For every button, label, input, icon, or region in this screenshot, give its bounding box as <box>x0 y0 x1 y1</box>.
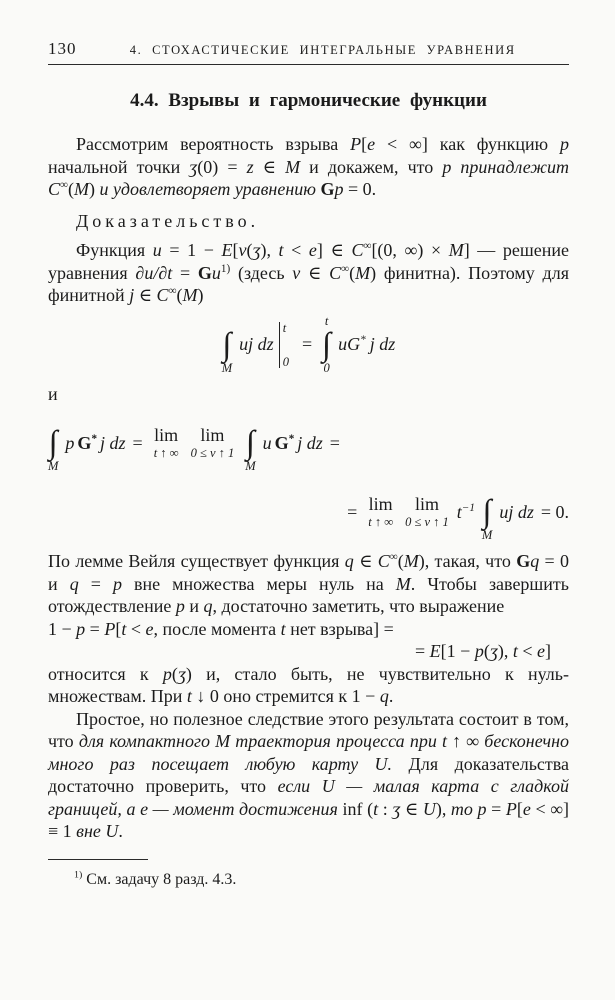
text-run: p принадлежит C <box>48 156 570 199</box>
text-run: v <box>292 262 301 283</box>
text-run: вне множества меры нуль на <box>121 573 396 594</box>
math-token: $t^{-1}$ <box>456 501 475 522</box>
text-run: = 1 − <box>161 240 222 260</box>
limit-word: lim <box>368 494 393 514</box>
text-run: C <box>329 262 342 283</box>
text-run: ∈ <box>300 262 330 283</box>
math-token: = 0. <box>540 501 569 522</box>
text-run: t <box>373 798 379 819</box>
text-run: вне U <box>76 821 119 841</box>
proof-heading <box>48 210 569 233</box>
integral-sign: ∫ <box>222 326 232 363</box>
text-run: C <box>351 240 364 260</box>
page-body <box>48 133 569 843</box>
text-run: ( <box>67 179 74 199</box>
text-run: G <box>516 551 531 571</box>
math-token: uj dz <box>499 501 534 522</box>
paragraph <box>48 640 569 663</box>
text-run: e <box>308 240 317 260</box>
paragraph <box>48 618 569 641</box>
section-title: 4.4. Взрывы и гармонические функции <box>130 90 487 112</box>
text-run: ] <box>545 641 551 661</box>
text-run: e <box>522 798 531 819</box>
text-run: q <box>530 551 540 571</box>
math-token: = <box>301 334 313 355</box>
superscript: ∞ <box>341 262 350 275</box>
text-run: ( <box>397 551 404 571</box>
text-run: z <box>246 156 254 177</box>
text-run: ), такая, что <box>418 551 517 571</box>
integral <box>222 314 232 376</box>
text-run: ʒ <box>189 156 198 177</box>
math-token: G* <box>274 432 295 453</box>
text-run: q <box>203 596 213 616</box>
text-run: : <box>378 798 393 819</box>
text-run: ∈ <box>134 285 157 305</box>
integral-lower-limit: M <box>245 459 256 473</box>
text-run: < <box>517 641 537 661</box>
text-run: Доказательство. <box>76 210 260 231</box>
limit-word: lim <box>154 425 179 445</box>
text-run: ʒ <box>489 641 498 661</box>
text-run: ] — решение уравнения <box>48 240 569 283</box>
bar-lower-limit: 0 <box>282 354 289 369</box>
text-run: = <box>486 798 506 819</box>
limit-operator <box>154 426 179 460</box>
text-run: G <box>197 262 212 283</box>
text-run: p <box>560 134 569 154</box>
paragraph <box>48 663 569 708</box>
text-run: e <box>145 618 154 639</box>
limit-operator <box>368 495 393 529</box>
text-run: 1 − <box>48 618 77 639</box>
text-run: p <box>76 618 86 639</box>
limit-subscript: t ↑ ∞ <box>368 515 394 529</box>
text-run: ) финитна). Поэтому для финитной <box>48 262 569 305</box>
integral-upper-limit: t <box>324 313 329 328</box>
limit-operator <box>191 426 235 460</box>
text-run: если U — малая карта с гладкой границей, а e — момент достижения <box>48 776 569 819</box>
integral-lower-limit: M <box>48 459 59 473</box>
superscript: * <box>360 334 366 347</box>
text-run: q <box>69 573 79 594</box>
text-run: j <box>129 285 135 305</box>
text-run: ʒ <box>252 240 261 260</box>
math-token: = <box>347 501 358 522</box>
limit-subscript: 0 ≤ v ↑ 1 <box>405 515 449 529</box>
paragraph <box>48 708 569 843</box>
text-run: M <box>448 240 464 260</box>
math-token: uj dz <box>239 334 274 355</box>
text-run: P <box>505 798 517 819</box>
text-run: inf ( <box>342 798 374 819</box>
running-head: 4. СТОХАСТИЧЕСКИЕ ИНТЕГРАЛЬНЫЕ УРАВНЕНИЯ <box>129 43 516 57</box>
text-run: < ∞] ≡ 1 <box>48 798 570 841</box>
text-run: q <box>379 686 389 706</box>
text-run: ), <box>260 240 279 260</box>
math-token: j dz <box>297 432 323 453</box>
math-token: p <box>65 432 75 453</box>
integral-sign: ∫ <box>322 326 332 363</box>
text-run: Простое, но полезное следствие этого результата состоит в том, что <box>48 708 569 751</box>
superscript: * <box>91 432 98 445</box>
text-run: . <box>388 686 394 706</box>
text-run: v <box>238 240 247 260</box>
math-token: = <box>329 432 340 453</box>
text-run: ∈ <box>353 551 378 571</box>
superscript: ∞ <box>363 240 372 252</box>
text-run: = <box>415 641 430 661</box>
text-run: (0) = <box>197 156 247 177</box>
text-run: = <box>85 618 105 639</box>
footnote-marker: 1) <box>74 869 83 881</box>
text-run: = 0 и <box>48 551 569 594</box>
text-run: и докажем, что <box>300 156 443 177</box>
integral-sign: ∫ <box>48 425 58 461</box>
text-run: q <box>344 551 354 571</box>
text-run: ), <box>435 798 451 819</box>
text-run: = <box>78 573 113 594</box>
text-run: ↓ 0 оно стремится к 1 − <box>191 686 380 706</box>
footnote-rule <box>48 859 148 860</box>
text-run: t <box>121 618 127 639</box>
text-run: (здесь <box>230 262 293 283</box>
text-run: ∈ <box>253 156 286 177</box>
text-run: ( <box>483 641 490 661</box>
text-run: P <box>350 134 362 154</box>
text-run: < <box>283 240 309 260</box>
evaluation-bar <box>279 322 289 368</box>
bar-upper-limit: t <box>282 320 287 335</box>
text-run: P <box>104 618 116 639</box>
integral-sign: ∫ <box>482 494 492 530</box>
text-run: для компактного M траектория процесса при t ↑ ∞ бесконечно много раз посещает любую карту U. <box>48 731 570 774</box>
text-run: e <box>367 134 376 154</box>
text-run: M <box>285 156 301 177</box>
text-run: Для доказательства достаточно проверить, что <box>48 753 570 796</box>
text-run: ( <box>176 285 183 305</box>
text-run: , после момента <box>153 618 281 639</box>
superscript: −1 <box>461 501 475 514</box>
text-run: M <box>182 285 198 305</box>
text-run: [ <box>232 240 239 260</box>
display-formula <box>48 314 569 376</box>
page-number: 130 <box>48 39 77 58</box>
footnote <box>48 870 569 890</box>
superscript: ∞ <box>168 285 177 297</box>
text-run: [(0, ∞) × <box>371 240 449 260</box>
text-run: u <box>211 262 221 283</box>
text-run: E <box>429 641 441 661</box>
math-token: = <box>132 432 143 453</box>
text-run: , достаточно заметить, что выражение <box>212 596 505 616</box>
text-run: t <box>278 240 284 260</box>
text-run: ] ∈ <box>316 240 352 260</box>
math-token: j dz <box>100 432 126 453</box>
text-run: < ∞] как функцию <box>375 134 560 154</box>
paragraph <box>48 550 569 618</box>
paragraph <box>48 383 569 406</box>
text-run: и <box>184 596 204 616</box>
text-run: p <box>112 573 122 594</box>
text-run: G <box>320 179 335 199</box>
text-run: < <box>126 618 146 639</box>
text-run: M <box>403 551 419 571</box>
limit-subscript: 0 ≤ v ↑ 1 <box>190 446 235 460</box>
text-run: p <box>474 641 484 661</box>
text-run: относится к <box>48 663 163 684</box>
text-run: и <box>48 383 58 404</box>
text-run: Функция <box>76 240 153 260</box>
text-run: t <box>512 641 518 661</box>
integral-lower-limit: 0 <box>323 360 330 375</box>
math-token: uG* <box>338 334 366 355</box>
limit-operator <box>405 495 449 529</box>
integral-lower-limit: M <box>221 360 233 375</box>
superscript: 1) <box>220 262 231 275</box>
text-run: и удовлетворяет уравнению <box>99 179 321 199</box>
text-run: ) <box>88 179 100 199</box>
text-run: t <box>280 618 286 639</box>
limit-word: lim <box>414 494 439 514</box>
superscript: ∞ <box>389 551 398 563</box>
text-run: то p <box>450 798 487 819</box>
superscript: ∞ <box>60 179 68 191</box>
text-run: E <box>221 240 233 260</box>
display-formula <box>48 481 569 543</box>
text-run: u <box>152 240 162 260</box>
integral <box>48 412 58 474</box>
page-header <box>48 38 569 65</box>
text-run: ∂u/∂t <box>135 262 173 283</box>
text-run: M <box>395 573 411 594</box>
text-run: нет взрыва] = <box>285 618 394 639</box>
text-run: U <box>422 798 436 819</box>
integral-lower-limit: M <box>481 528 493 542</box>
text-run: . <box>118 821 123 841</box>
math-token: u <box>262 432 272 453</box>
text-run: ∈ <box>400 798 423 819</box>
integral-sign: ∫ <box>245 425 255 461</box>
paragraph <box>48 133 569 201</box>
text-run: C <box>377 551 390 571</box>
text-run: [1 − <box>440 641 475 661</box>
text-run: M <box>73 179 89 199</box>
text-run: [ <box>516 798 523 819</box>
text-run: . Чтобы завершить отождествление <box>48 573 569 616</box>
text-run: ( <box>349 262 356 283</box>
text-run: Рассмотрим вероятность взрыва <box>76 134 351 154</box>
text-run: ) <box>197 285 204 305</box>
text-run: ( <box>171 663 178 684</box>
display-formula <box>48 412 569 474</box>
text-run: ʒ <box>392 798 401 819</box>
footnote-text: См. задачу 8 разд. 4.3. <box>82 870 237 888</box>
text-run: [ <box>361 134 368 154</box>
text-run: ), <box>497 641 513 661</box>
text-run: ) и, стало быть, не чувствительно к нуль-множествам. При <box>48 663 569 706</box>
text-run: = 0. <box>343 179 377 199</box>
integral <box>482 481 492 543</box>
text-run: По лемме Вейля существует функция <box>48 551 345 571</box>
text-run: M <box>355 262 371 283</box>
text-run: t <box>186 686 192 706</box>
text-run: = <box>172 262 198 283</box>
math-token: j dz <box>369 334 396 355</box>
math-token: G* <box>77 432 98 453</box>
integral <box>322 314 331 376</box>
limit-subscript: t ↑ ∞ <box>153 446 179 460</box>
text-run: ( <box>246 240 253 260</box>
text-run: C <box>156 285 169 305</box>
superscript: * <box>288 432 295 445</box>
text-run: [ <box>115 618 122 639</box>
text-run: p <box>334 179 344 199</box>
limit-word: lim <box>200 425 225 445</box>
text-run: начальной точки <box>48 156 190 177</box>
text-run: ʒ <box>177 663 186 684</box>
text-run: e <box>537 641 545 661</box>
text-run: p <box>162 663 172 684</box>
text-run: p <box>175 596 185 616</box>
paragraph <box>48 239 569 307</box>
integral <box>245 412 255 474</box>
